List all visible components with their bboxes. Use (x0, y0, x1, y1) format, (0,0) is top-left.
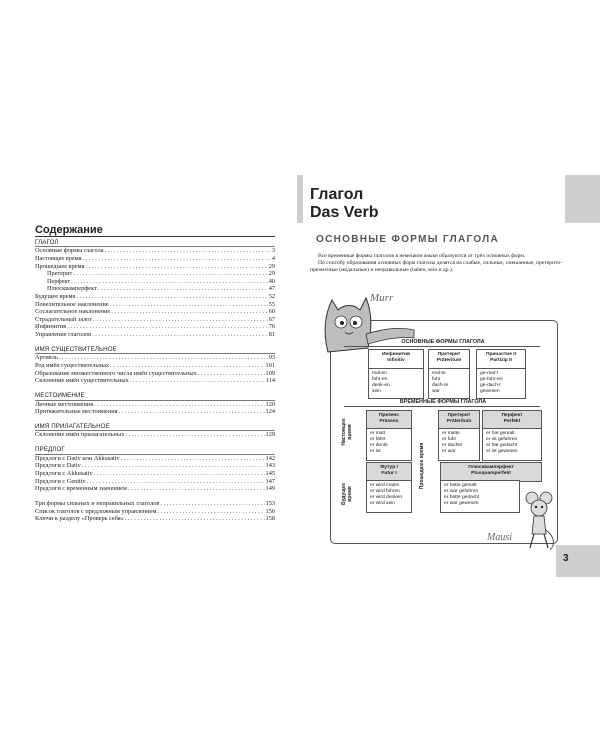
chapter-title-ru: Глагол (310, 186, 364, 203)
form-line: dach-te (432, 383, 449, 389)
plusquamperfekt-forms (440, 480, 520, 513)
form-line: er hat gedacht (486, 443, 518, 449)
praeteritum2-header (438, 410, 480, 430)
form-line: er ist gewesen (486, 449, 518, 455)
toc-entry-page: 156 (265, 507, 275, 515)
praeteritum2-label-ru: Претерит (447, 413, 471, 418)
toc-leader-dots (110, 362, 265, 370)
toc-entry (35, 255, 275, 263)
partizip-forms (476, 368, 526, 399)
basic-forms-rule (344, 346, 540, 347)
toc-entry-title: Сослагательное наклонение (35, 308, 111, 316)
perfekt-forms (482, 428, 542, 461)
infinitiv-header (368, 349, 424, 369)
toc-entry-title: Перфект (47, 277, 71, 285)
toc-entry-title: Плюсквамперфект (47, 285, 97, 293)
toc-entry-page: 124 (265, 408, 275, 416)
toc-entry-page: 4 (271, 255, 275, 262)
praesens-label-ru: Презенс (379, 413, 399, 418)
perfekt-label-de: Perfekt (503, 419, 521, 424)
toc-leader-dots (83, 255, 271, 263)
form-line: ge-mal-t (480, 371, 498, 376)
toc-entry (35, 247, 275, 255)
toc-entry (35, 354, 275, 362)
infinitiv-label-ru: Инфинитив (381, 352, 411, 357)
toc-entry (35, 485, 275, 493)
toc-entry (35, 285, 275, 293)
toc-entry-page: 109 (265, 369, 275, 377)
form-line: mal-en (372, 371, 387, 376)
toc-entry-title: Инфинитив (35, 323, 67, 331)
infinitiv-forms (368, 368, 424, 399)
toc-entry (35, 270, 275, 278)
praeteritum2-label-de: Präteritum (446, 419, 472, 424)
toc-entry (35, 515, 275, 523)
perfekt-header (482, 410, 542, 430)
praesens-label-de: Präsens (379, 419, 399, 424)
page-number: 3 (563, 553, 569, 564)
toc-entry (35, 293, 275, 301)
form-line: er wird denken (370, 495, 403, 501)
toc-entry-title: Предлоги с Akkusativ (35, 470, 93, 478)
toc-entry-title: Предлоги с Dativ (35, 462, 81, 470)
form-line: er war (442, 449, 456, 455)
toc-leader-dots (198, 370, 265, 378)
toc-entry (35, 316, 275, 324)
toc-entry-title: Управление глаголов (35, 330, 92, 338)
toc-leader-dots (157, 508, 264, 516)
toc-entry (35, 263, 275, 271)
toc-leader-dots (118, 408, 264, 416)
toc-entry-page: 93 (268, 354, 275, 362)
toc-leader-dots (105, 247, 271, 255)
toc-section-heading: МЕСТОИМЕНИЕ (35, 392, 275, 400)
praeteritum-label-de: Präteritum (436, 358, 462, 363)
toc-entry-title: Претерит (47, 270, 73, 278)
toc-entry (35, 431, 275, 439)
section-subtitle: ОСНОВНЫЕ ФОРМЫ ГЛАГОЛА (316, 234, 499, 245)
toc-entry-page: 47 (268, 285, 275, 293)
toc-entry-page: 149 (265, 485, 275, 493)
toc-entry-title: Предлоги с временным значением (35, 485, 127, 493)
toc-section (35, 392, 275, 416)
futur-label-ru: Футур I (380, 465, 398, 470)
toc-leader-dots (82, 462, 265, 470)
toc-leader-dots (73, 270, 267, 278)
praeteritum2-forms (438, 428, 480, 461)
toc-leader-dots (92, 331, 268, 339)
toc-section-heading: ПРЕДЛОГ (35, 446, 275, 454)
toc-entry-title: Род имён существительных (35, 361, 110, 369)
toc-entry-title: Будущее время (35, 292, 76, 300)
form-line: er ist gefahren (486, 437, 518, 443)
toc-section (35, 239, 275, 339)
toc-entry-page: 81 (268, 330, 275, 338)
toc-leader-dots (125, 515, 265, 523)
form-line: er hatte gedacht (444, 495, 480, 501)
toc-entry-title: Личные местоимения (35, 400, 94, 408)
contents-title: Содержание (35, 224, 103, 236)
toc-entry-page: 29 (268, 262, 275, 270)
form-line: er malte (442, 431, 460, 436)
toc-entry-page: 147 (265, 477, 275, 485)
toc-entry-title: Страдательный залог (35, 315, 93, 323)
toc-entry-title: Предлоги с Dativ или Akkusativ (35, 454, 120, 462)
toc-entry (35, 408, 275, 416)
toc-entry (35, 508, 275, 516)
toc-entry-page: 55 (268, 300, 275, 308)
form-line: er hat gemalt (486, 431, 515, 436)
toc-leader-dots (71, 278, 268, 286)
form-line: denk-en (372, 383, 390, 389)
toc-entry (35, 500, 275, 508)
form-line: er war gewesen (444, 501, 479, 507)
toc-entry-page: 158 (265, 515, 275, 523)
chapter-title-de: Das Verb (310, 204, 379, 221)
toc-entry-title: Образование множественного числа имён существительных (35, 369, 197, 377)
toc-entry-page: 153 (265, 500, 275, 508)
form-line: er wird fahren (370, 489, 400, 495)
toc-leader-dots (128, 485, 265, 493)
form-line: sein (372, 389, 381, 395)
partizip-header (476, 349, 526, 369)
toc-entry (35, 331, 275, 339)
form-line: er ist (370, 449, 381, 455)
toc-section-heading: ИМЯ ПРИЛАГАТЕЛЬНОЕ (35, 423, 275, 431)
toc-section-heading: ИМЯ СУЩЕСТВИТЕЛЬНОЕ (35, 346, 275, 354)
form-line: er denkt (370, 443, 388, 449)
perfekt-label-ru: Перфект (501, 413, 523, 418)
toc-entry-page: 67 (268, 315, 275, 323)
toc-entry-page: 101 (265, 361, 275, 369)
intro-paragraph-2: По способу образования основных форм глаголы делятся на слабые, сильные, смешанные, претерито-презентные (модальные) и неправильные (haben, sein и др.). (310, 260, 563, 274)
toc-entry (35, 362, 275, 370)
toc-entry-title: Артикль (35, 354, 58, 362)
contents-rule (35, 236, 275, 237)
toc-entry-page: 52 (268, 292, 275, 300)
mouse-illustration (520, 490, 560, 552)
toc-leader-dots (93, 316, 268, 324)
toc-entry-page: 129 (265, 431, 275, 439)
toc-entry-title: Настоящее время (35, 255, 82, 262)
toc-entry-page: 40 (268, 277, 275, 285)
past-tense-label: Прошедшее время (419, 442, 425, 490)
toc-leader-dots (94, 401, 264, 409)
basic-forms-heading: ОСНОВНЫЕ ФОРМЫ ГЛАГОЛА (401, 339, 485, 345)
futur-header (366, 462, 412, 482)
praesens-forms (366, 428, 412, 461)
toc-entry-page: 3 (271, 247, 275, 255)
toc-leader-dots (85, 263, 267, 271)
toc-leader-dots (160, 500, 264, 508)
toc-section-heading: ГЛАГОЛ (35, 239, 275, 247)
toc-entry-page: 120 (265, 400, 275, 408)
toc-entry-page: 60 (268, 308, 275, 316)
toc-entry (35, 462, 275, 470)
toc-entry-page: 29 (268, 270, 275, 278)
praeteritum-label-ru: Претерит (437, 352, 461, 357)
form-line: er malt (370, 431, 385, 436)
praesens-header (366, 410, 412, 430)
toc-entry (35, 301, 275, 309)
toc-entry (35, 401, 275, 409)
futur-forms (366, 480, 412, 513)
form-line: er war gefahren (444, 489, 479, 495)
future-tense-label: Будущее время (341, 483, 353, 505)
toc-leader-dots (59, 354, 268, 362)
infinitiv-label-de: Infinitiv (387, 358, 405, 363)
toc-entry-title: Повелительное наклонение (35, 300, 109, 308)
futur-label-de: Futur I (381, 471, 397, 476)
toc-entry-title: Притяжательные местоимения (35, 408, 118, 416)
toc-leader-dots (67, 323, 268, 331)
form-line: ge-fahr-en (480, 377, 503, 383)
form-line: mal-te (432, 371, 446, 376)
cat-name-label: Murr (370, 292, 394, 304)
form-line: fuhr (432, 377, 441, 383)
toc-entry (35, 470, 275, 478)
form-line: er fuhr (442, 437, 457, 443)
toc-entry-page: 76 (268, 323, 275, 331)
form-line: er dachte (442, 443, 463, 449)
praeteritum-header (428, 349, 470, 369)
mouse-name-label: Mausi (487, 532, 512, 543)
toc-leader-dots (87, 478, 265, 486)
form-line: fahr-en (372, 377, 388, 383)
intro-text (310, 253, 562, 275)
toc-leader-dots (125, 431, 264, 439)
form-line: gewesen (480, 389, 500, 395)
tense-forms-heading: ВРЕМЕННЫЕ ФОРМЫ ГЛАГОЛА (399, 399, 487, 405)
form-line: er wird sein (370, 501, 396, 507)
toc-section (35, 446, 275, 492)
toc-entry-title: Склонение имён прилагательных (35, 431, 125, 439)
form-line: er hatte gemalt (444, 483, 477, 488)
toc-leader-dots (121, 455, 265, 463)
praeteritum-forms (428, 368, 470, 399)
intro-paragraph-1: Все временные формы глаголов в немецком языке образуются от трёх основных форм. (318, 253, 526, 259)
toc-entry (35, 478, 275, 486)
toc-entry-title: Три формы сильных и неправильных глаголов (35, 500, 160, 508)
toc-section (35, 423, 275, 439)
plusquamperfekt-label-ru: Плюсквамперфект (468, 465, 514, 470)
toc-entry (35, 370, 275, 378)
toc-entry-title: Прошедшее время (35, 262, 85, 270)
toc-entry (35, 278, 275, 286)
toc-leader-dots (130, 377, 265, 385)
toc-leader-dots (98, 285, 268, 293)
partizip-label-ru: Причастие II (486, 352, 516, 357)
toc-entry (35, 377, 275, 385)
present-tense-label: Настоящее время (341, 418, 353, 446)
partizip-label-de: Partizip II (490, 358, 512, 363)
toc-entry (35, 323, 275, 331)
form-line: er wird malen (370, 483, 400, 488)
toc-entry-title: Основные формы глагола (35, 247, 104, 255)
form-line: ge-dach-t (480, 383, 501, 389)
toc-leader-dots (111, 308, 268, 316)
plusquamperfekt-header (440, 462, 542, 482)
table-of-contents (35, 239, 275, 523)
toc-entry-page: 114 (265, 377, 275, 385)
toc-leader-dots (76, 293, 267, 301)
toc-entry-page: 142 (265, 454, 275, 462)
toc-entry-title: Склонение имён существительных (35, 377, 129, 385)
tense-forms-rule (344, 406, 540, 407)
toc-entry (35, 455, 275, 463)
toc-leader-dots (110, 301, 268, 309)
toc-entry-title: Предлоги с Genitiv (35, 477, 86, 485)
toc-entry (35, 308, 275, 316)
toc-entry-page: 143 (265, 462, 275, 470)
form-line: war (432, 389, 440, 395)
toc-section (35, 500, 275, 523)
toc-leader-dots (94, 470, 265, 478)
toc-entry-page: 145 (265, 470, 275, 478)
plusquamperfekt-label-de: Plusquamperfekt (471, 471, 511, 476)
toc-entry-title: Ключи к разделу «Проверь себя» (35, 515, 124, 523)
toc-entry-title: Список глаголов с предложным управлением (35, 507, 157, 515)
toc-section (35, 346, 275, 385)
form-line: er fährt (370, 437, 386, 443)
